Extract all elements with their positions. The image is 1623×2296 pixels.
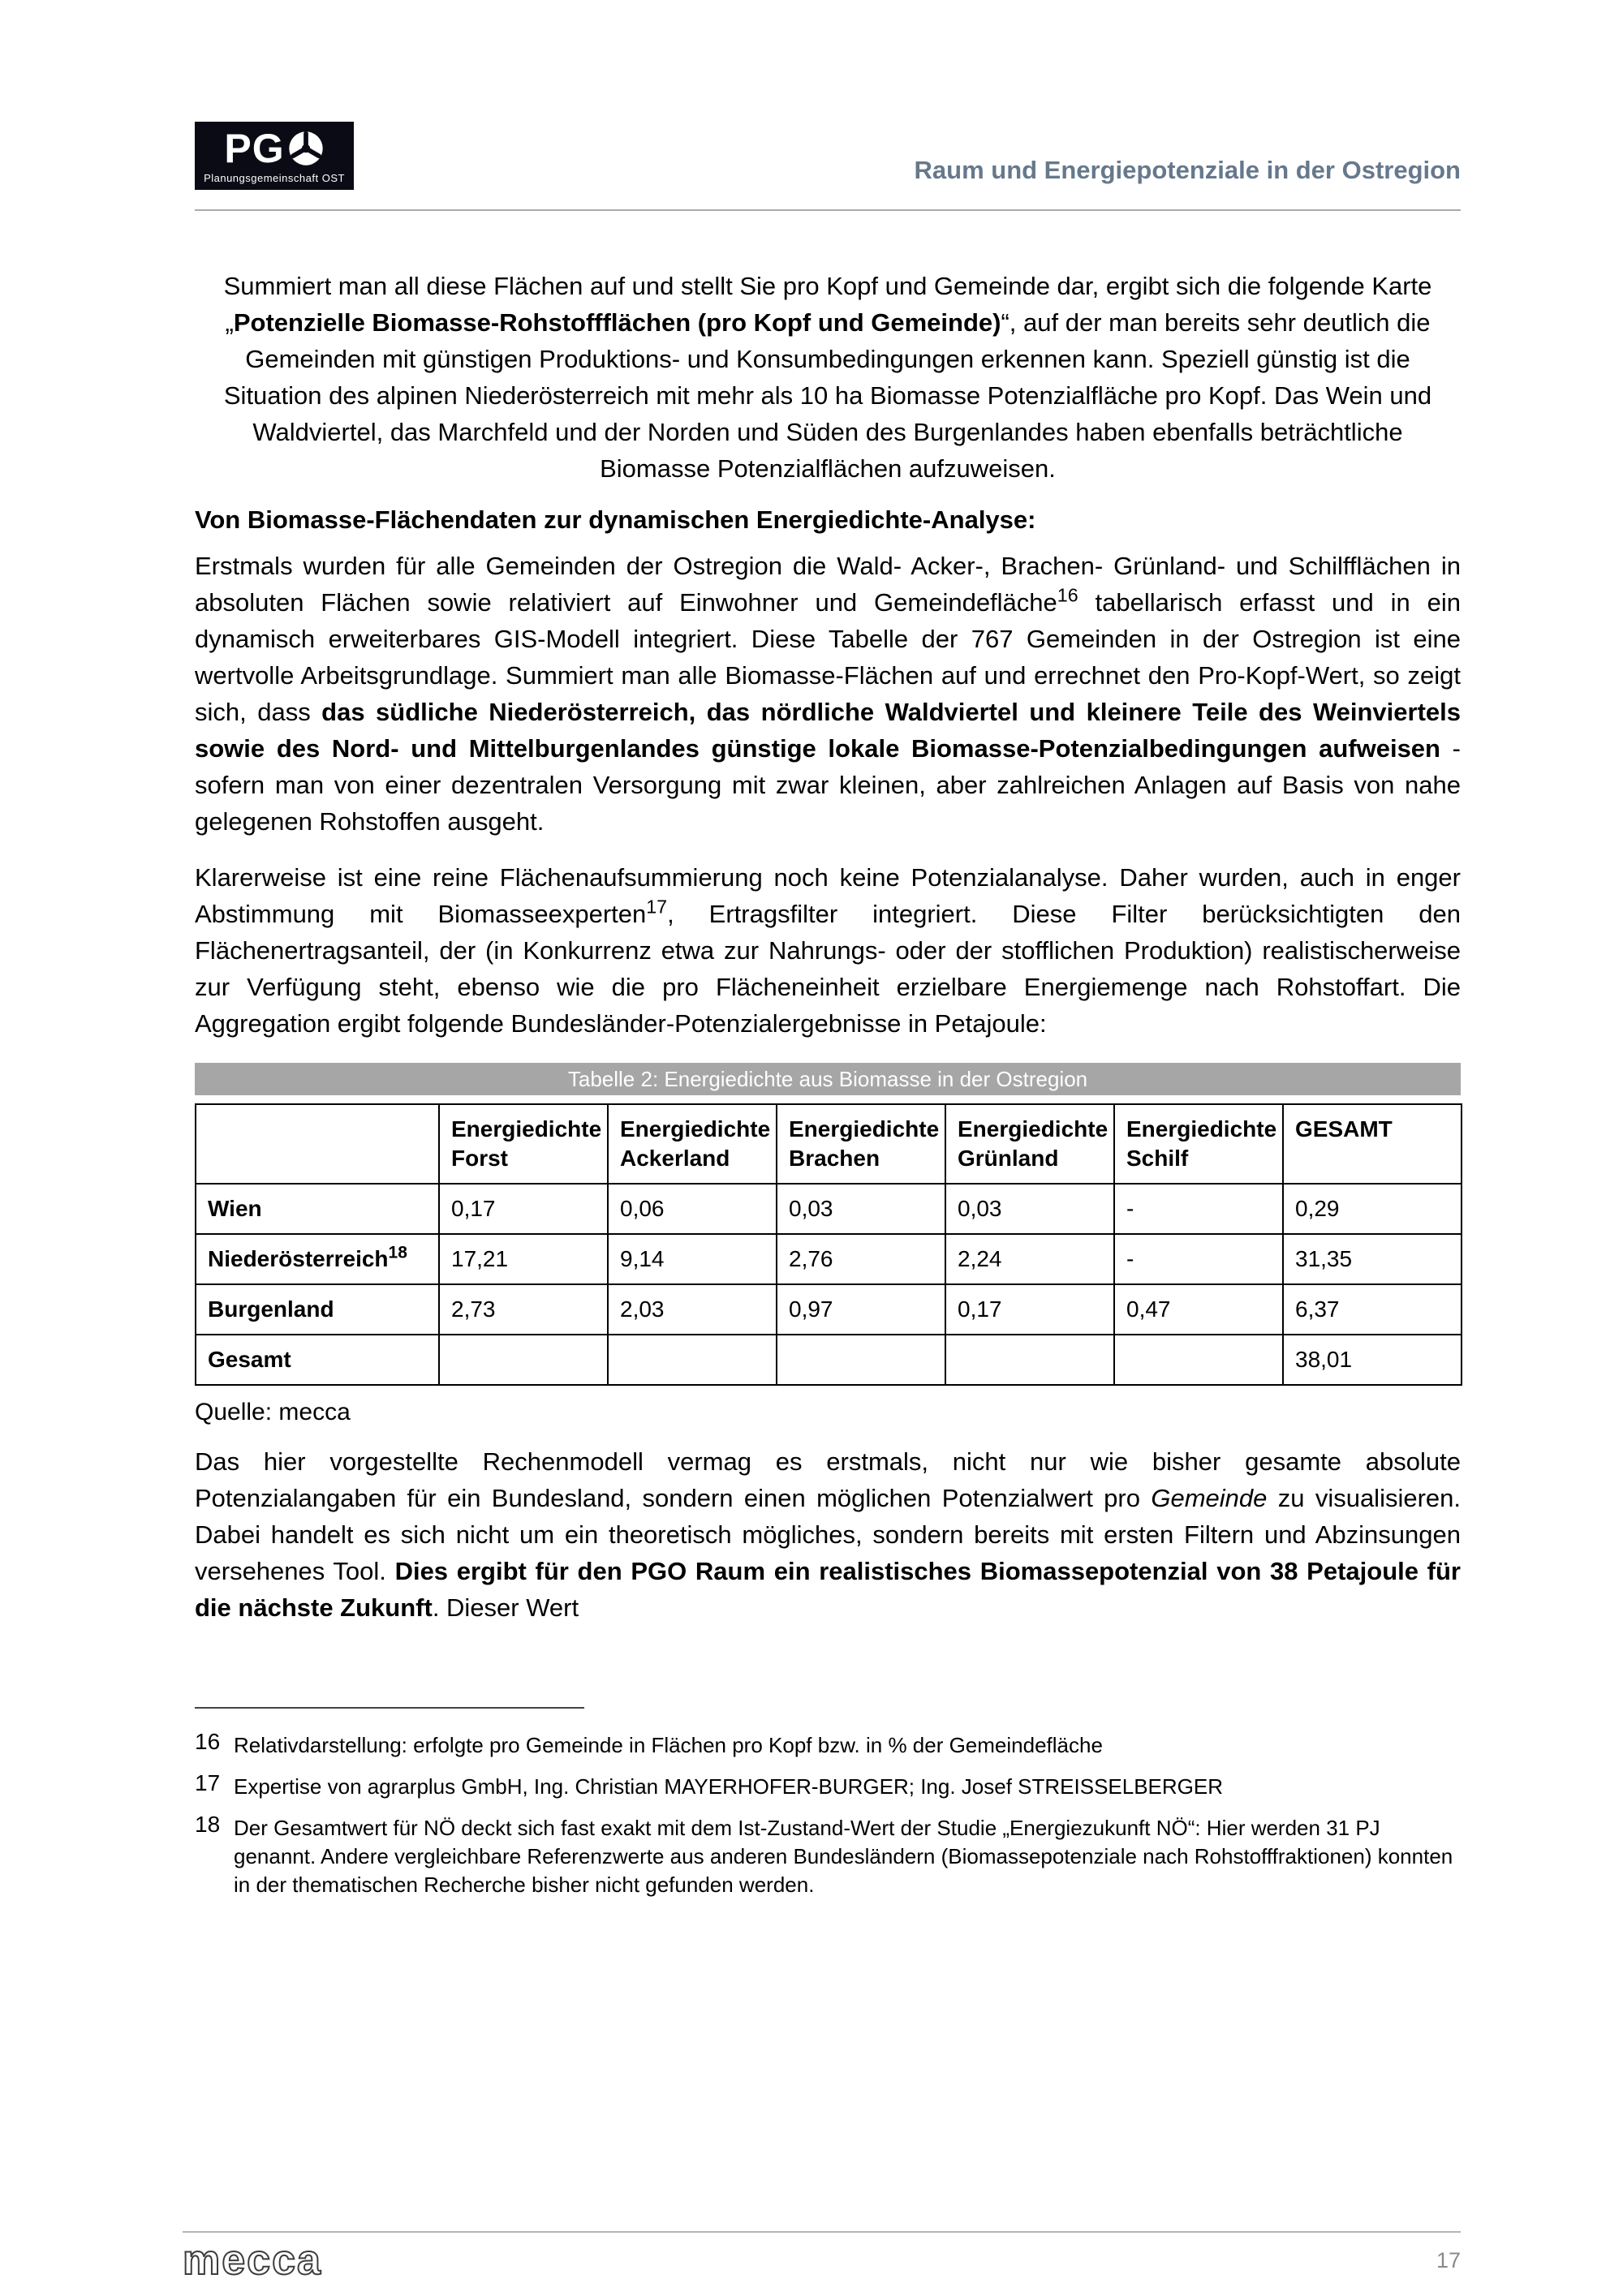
- text-segment: zu visualisieren. Dabei handelt es sich nicht um ein theoretisch mögliches, sondern bereits mit ersten Filtern und Abzinsungen versehenes Tool.: [195, 1484, 1462, 1585]
- text-segment-bold: Dies ergibt für den PGO Raum ein realistisches Biomassepotenzial von 38 Petajoule für die nächste Zukunft: [195, 1557, 1461, 1622]
- text-segment-italic: Gemeinde: [1151, 1484, 1268, 1512]
- paragraph-model-result: [195, 1443, 1461, 1626]
- row-label-wien: [196, 1184, 439, 1234]
- footnote-17: [195, 1770, 1461, 1801]
- table-source: Quelle: mecca: [195, 1399, 351, 1425]
- text-segment: , Ertragsfilter integriert. Diese Filter berücksichtigten den Flächenertragsanteil, der (in Konkurrenz etwa zur Nahrungs- oder der stofflichen Produktion) realistischerweise zur Verfügung steht, ebenso wie die pro Flächeneinheit erzielbare Energiemenge nach Rohstoffart. Die Aggregation ergibt folgende Bundesländer-Potenzialergebnisse in Petajoule:: [195, 900, 1461, 1038]
- text-segment: Klarerweise ist eine reine Flächenaufsummierung noch keine Potenzialanalyse. Daher wurden, auch in enger Abstimmung mit Biomasseexperten: [195, 863, 1461, 928]
- pgo-logo-subtitle: Planungsgemeinschaft OST: [204, 171, 345, 184]
- page-footer: [183, 2231, 1461, 2284]
- table-header-cell: Energiedichte Schilf: [1114, 1104, 1283, 1184]
- table-header-cell: Energiedichte Forst: [439, 1104, 608, 1184]
- table-cell: 0,03: [945, 1184, 1114, 1234]
- table-cell: 0,17: [439, 1184, 608, 1234]
- table-cell: 2,76: [777, 1234, 945, 1284]
- table-cell: 2,03: [608, 1284, 777, 1335]
- row-label-burgenland: [196, 1284, 439, 1335]
- table-row: [196, 1284, 1462, 1335]
- table-row: [196, 1184, 1462, 1234]
- table-cell: 0,97: [777, 1284, 945, 1335]
- table-cell: 0,06: [608, 1184, 777, 1234]
- table-cell: [945, 1335, 1114, 1385]
- table-cell: 0,17: [945, 1284, 1114, 1335]
- row-label-text: Wien: [208, 1196, 262, 1221]
- document-title: Raum und Energiepotenziale in der Ostregion: [914, 156, 1461, 184]
- paragraph-gis-model: [195, 548, 1461, 840]
- text-segment: - sofern man von einer dezentralen Versorgung mit zwar kleinen, aber zahlreichen Anlagen auf Basis von nahe gelegenen Rohstoffen ausgeht.: [195, 734, 1461, 836]
- table-row: [196, 1335, 1462, 1385]
- text-segment: . Dieser Wert: [432, 1593, 579, 1622]
- page-header: [0, 0, 1623, 190]
- table-body: [196, 1184, 1462, 1385]
- text-segment: tabellarisch erfasst und in ein dynamisch erweiterbares GIS-Modell integriert. Diese Tabelle der 767 Gemeinden in der Ostregion ist eine wertvolle Arbeitsgrundlage. Summiert man alle Biomasse-Flächen auf und errechnet den Pro-Kopf-Wert, so zeigt sich, dass: [195, 588, 1461, 726]
- table-cell: 17,21: [439, 1234, 608, 1284]
- table-cell: 31,35: [1283, 1234, 1462, 1284]
- text-segment: “, auf der man bereits sehr deutlich die Gemeinden mit günstigen Produktions- und Konsumbedingungen erkennen kann. Speziell günstig ist die Situation des alpinen Niederösterreich mit mehr als 10 ha Biomasse Potenzialfläche pro Kopf. Das Wein und Waldviertel, das Marchfeld und der Norden und Süden des Burgenlandes haben ebenfalls beträchtliche Biomasse Potenzialflächen aufzuweisen.: [223, 308, 1432, 483]
- table-cell: 2,73: [439, 1284, 608, 1335]
- footnote-text: Relativdarstellung: erfolgte pro Gemeinde in Flächen pro Kopf bzw. in % der Gemeindefläche: [234, 1733, 1103, 1757]
- table-caption: Tabelle 2: Energiedichte aus Biomasse in der Ostregion: [195, 1063, 1461, 1095]
- footnote-number: 17: [195, 1770, 221, 1795]
- table-cell: 0,47: [1114, 1284, 1283, 1335]
- page-number: 17: [1436, 2247, 1461, 2272]
- footnote-divider: [195, 1707, 584, 1709]
- footnote-18: [195, 1814, 1461, 1899]
- footnote-ref-16: 16: [1057, 584, 1078, 606]
- table-header-cell: GESAMT: [1283, 1104, 1462, 1184]
- table-header-row: [196, 1104, 1462, 1184]
- mecca-logo: mecca: [183, 2237, 322, 2284]
- table-row: [196, 1234, 1462, 1284]
- footnote-ref-17: 17: [646, 896, 668, 918]
- text-segment: Summiert man all diese Flächen auf und stellt Sie pro Kopf und Gemeinde dar, ergibt sich die folgende Karte „: [223, 272, 1432, 337]
- table-header-cell-empty: [196, 1104, 439, 1184]
- propeller-icon: [287, 130, 325, 167]
- table-cell: [1114, 1335, 1283, 1385]
- energy-density-table: [195, 1103, 1462, 1386]
- page-content: [0, 211, 1623, 1899]
- section-heading: Von Biomasse-Flächendaten zur dynamischen Energiedichte-Analyse:: [195, 505, 1036, 534]
- row-label-text: Gesamt: [208, 1347, 291, 1372]
- table-cell: 0,03: [777, 1184, 945, 1234]
- table-cell: -: [1114, 1234, 1283, 1284]
- pgo-logo-text: PG: [224, 125, 285, 171]
- table-header-cell: Energiedichte Grünland: [945, 1104, 1114, 1184]
- footnote-number: 16: [195, 1729, 221, 1754]
- text-segment: Das hier vorgestellte Rechenmodell vermag es erstmals, nicht nur wie bisher gesamte absolute Potenzialangaben für ein Bundesland, sondern einen möglichen Potenzialwert pro: [195, 1447, 1461, 1512]
- footnote-text: Expertise von agrarplus GmbH, Ing. Christian MAYERHOFER-BURGER; Ing. Josef STREISSELBERGER: [234, 1774, 1224, 1799]
- footnote-number: 18: [195, 1812, 221, 1837]
- pgo-logo-wordmark: [224, 125, 324, 171]
- row-label-niederoesterreich: [196, 1234, 439, 1284]
- table-cell: 0,29: [1283, 1184, 1462, 1234]
- table-cell: 6,37: [1283, 1284, 1462, 1335]
- text-segment: Erstmals wurden für alle Gemeinden der Ostregion die Wald- Acker-, Brachen- Grünland- und Schilfflächen in absoluten Flächen sowie relativiert auf Einwohner und Gemeindefläche: [195, 552, 1461, 617]
- table-cell: [777, 1335, 945, 1385]
- table-cell: 9,14: [608, 1234, 777, 1284]
- footer-divider: [183, 2231, 1461, 2233]
- table-header-cell: Energiedichte Brachen: [777, 1104, 945, 1184]
- table-cell: 2,24: [945, 1234, 1114, 1284]
- pgo-logo: [195, 122, 354, 190]
- footnote-16: [195, 1731, 1461, 1760]
- footnote-ref-18: 18: [388, 1243, 407, 1262]
- row-label-text: Niederösterreich: [208, 1246, 389, 1271]
- table-cell: [608, 1335, 777, 1385]
- row-label-gesamt: [196, 1335, 439, 1385]
- table-cell: [439, 1335, 608, 1385]
- table-cell: -: [1114, 1184, 1283, 1234]
- paragraph-filters: [195, 859, 1461, 1042]
- table-header: [196, 1104, 1462, 1184]
- table-cell: 38,01: [1283, 1335, 1462, 1385]
- text-segment-bold: das südliche Niederösterreich, das nördliche Waldviertel und kleinere Teile des Weinviertels sowie des Nord- und Mittelburgenlandes günstige lokale Biomasse-Potenzialbedingungen aufweisen: [195, 698, 1462, 763]
- text-segment-bold: Potenzielle Biomasse-Rohstoffflächen (pro Kopf und Gemeinde): [233, 308, 1001, 337]
- footnotes-section: [195, 1707, 1461, 1899]
- footnote-text: Der Gesamtwert für NÖ deckt sich fast exakt mit dem Ist-Zustand-Wert der Studie „Energiezukunft NÖ“: Hier werden 31 PJ genannt. Andere vergleichbare Referenzwerte aus anderen Bundesländern (Biomassepotenziale nach Rohstofffraktionen) konnten in der thematischen Recherche bisher nicht gefunden werden.: [234, 1816, 1453, 1897]
- footer-row: [183, 2237, 1461, 2284]
- intro-paragraph: [195, 268, 1461, 487]
- row-label-text: Burgenland: [208, 1296, 334, 1322]
- table-header-cell: Energiedichte Ackerland: [608, 1104, 777, 1184]
